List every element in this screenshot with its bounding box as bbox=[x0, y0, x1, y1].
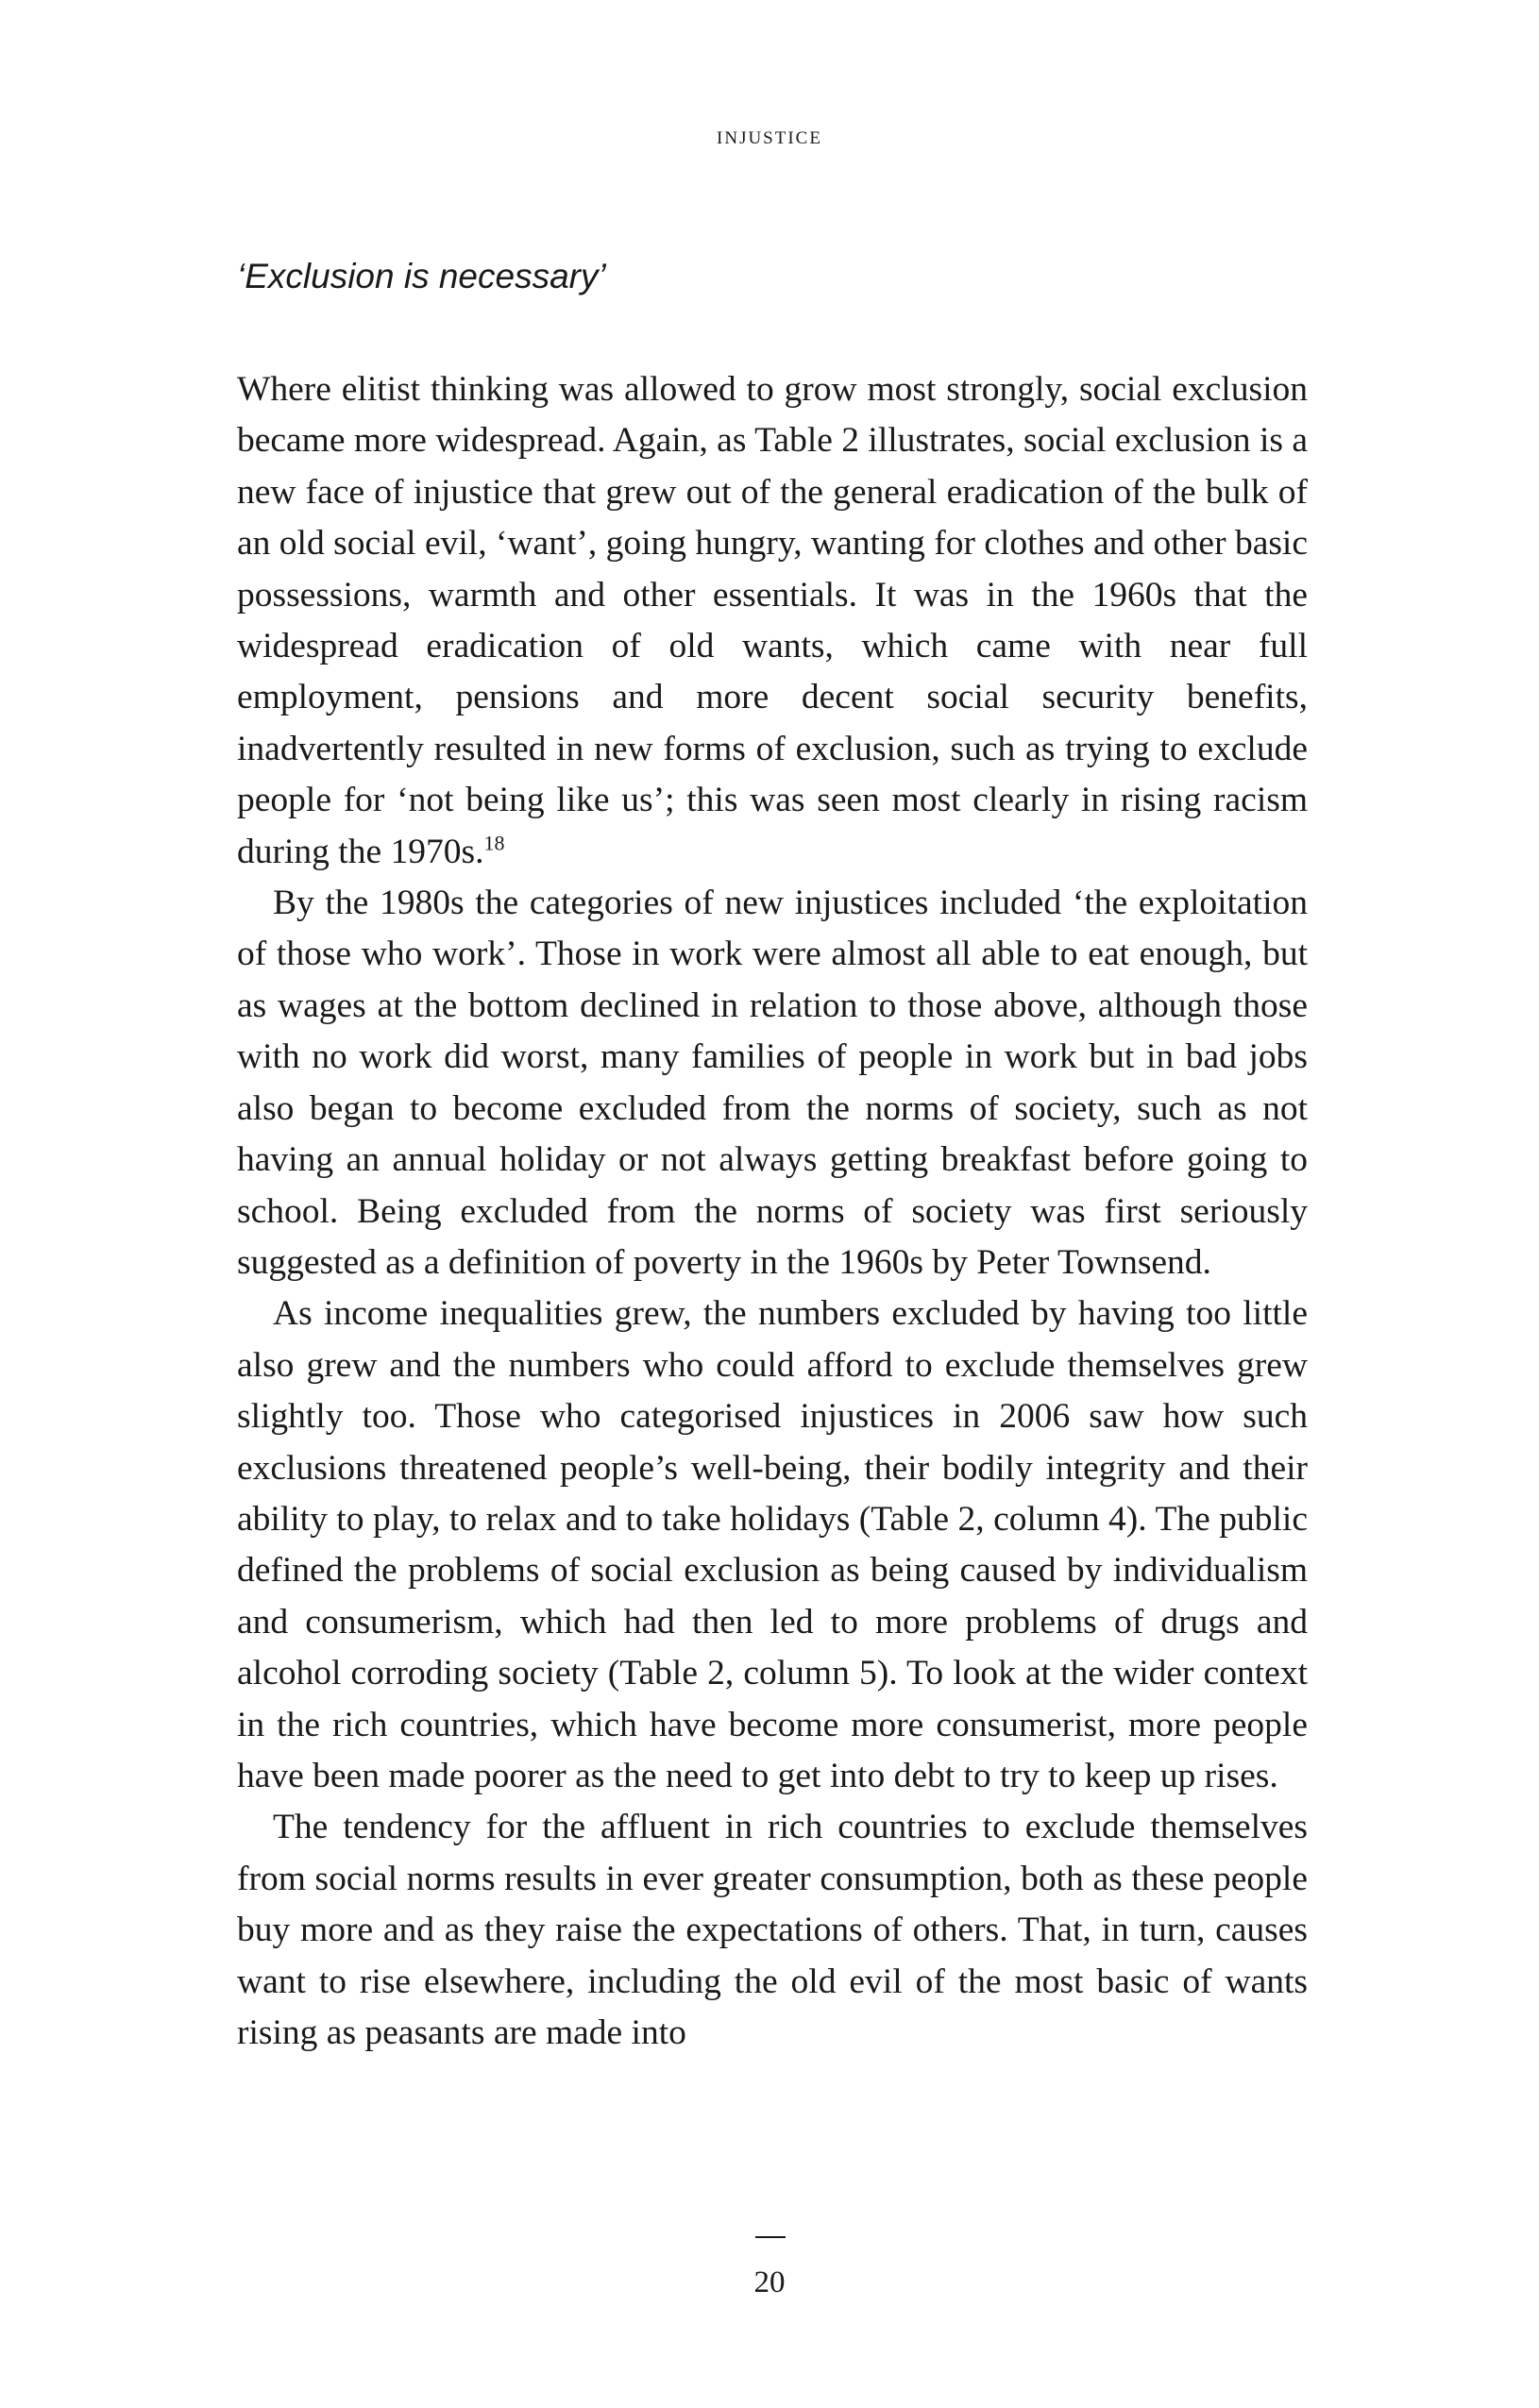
folio-rule bbox=[755, 2236, 786, 2238]
paragraph-1 bbox=[237, 364, 1308, 878]
running-head: injustice bbox=[717, 121, 822, 149]
footnote-reference[interactable]: 18 bbox=[483, 831, 505, 855]
paragraph-1-text: Where elitist thinking was allowed to grow most strongly, social exclusion became more widespread. Again, as Table 2 illustrates, social exclusion is a new face of injustice that grew out of the general eradication of the bulk of an old social evil, ‘want’, going hungry, wanting for clothes and other basic possessions, warmth and other essentials. It was in the 1960s that the widespread eradication of old wants, which came with near full employment, pensions and more decent social security benefits, inadvertently resulted in new forms of exclusion, such as trying to exclude people for ‘not being like us’; this was seen most clearly in rising racism during the 1970s. bbox=[237, 370, 1308, 871]
body-text bbox=[237, 364, 1308, 2059]
paragraph-4: The tendency for the affluent in rich countries to exclude themselves from social norms results in ever greater consumption, both as these people buy more and as they raise the expectations of others. That, in turn, causes want to rise elsewhere, including the old evil of the most basic of wants rising as peasants are made into bbox=[237, 1808, 1308, 2052]
page-number: 20 bbox=[753, 2265, 786, 2299]
paragraph-2: By the 1980s the categories of new injustices included ‘the exploitation of those who work’. Those in work were almost all able to eat enough, but as wages at the bottom declined in relation to those above, although those with no work did worst, many families of people in work but in bad jobs also began to become excluded from the norms of society, such as not having an annual holiday or not always getting breakfast before going to school. Being excluded from the norms of society was first seriously suggested as a definition of poverty in the 1960s by Peter Townsend. bbox=[237, 884, 1308, 1282]
paragraph-3: As income inequalities grew, the numbers excluded by having too little also grew and the numbers who could afford to exclude themselves grew slightly too. Those who categorised injustices in 2006 saw how such exclusions threatened people’s well-being, their bodily integrity and their ability to play, to relax and to take holidays (Table 2, column 4). The public defined the problems of social exclusion as being caused by individualism and consumerism, which had then led to more problems of drugs and alcohol corroding society (Table 2, column 5). To look at the wider context in the rich countries, which have become more consumerist, more people have been made poorer as the need to get into debt to try to keep up rises. bbox=[237, 1294, 1308, 1795]
section-heading: ‘Exclusion is necessary’ bbox=[237, 257, 606, 295]
